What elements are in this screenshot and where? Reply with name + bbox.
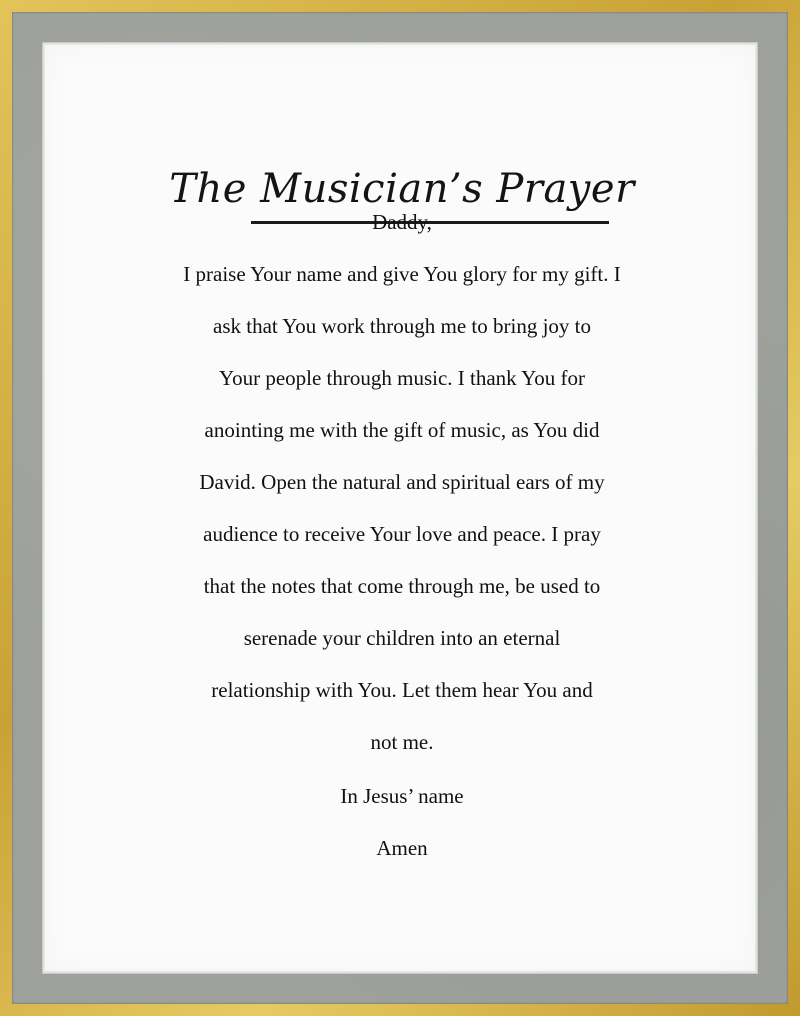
- prayer-line: not me.: [370, 730, 434, 754]
- prayer-line: ask that You work through me to bring joy to: [213, 314, 591, 338]
- prayer-line: relationship with You. Let them hear You and: [211, 678, 593, 702]
- prayer-line: I praise Your name and give You glory for my gift. I: [183, 262, 621, 286]
- prayer-line: audience to receive Your love and peace. I pray: [203, 522, 601, 546]
- prayer-title: The Musician’s Prayer: [169, 166, 635, 212]
- amen-line: Amen: [376, 836, 428, 860]
- prayer-line: Your people through music. I thank You for: [219, 366, 585, 390]
- prayer-line: that the notes that come through me, be used to: [203, 574, 601, 598]
- prayer-line: David. Open the natural and spiritual ears of my: [199, 470, 605, 494]
- prayer-line: serenade your children into an eternal: [243, 626, 561, 650]
- prayer-line: anointing me with the gift of music, as You did: [204, 418, 600, 442]
- closing-line: In Jesus’ name: [340, 784, 464, 808]
- salutation: Daddy,: [372, 210, 432, 234]
- prayer-card: [43, 43, 757, 973]
